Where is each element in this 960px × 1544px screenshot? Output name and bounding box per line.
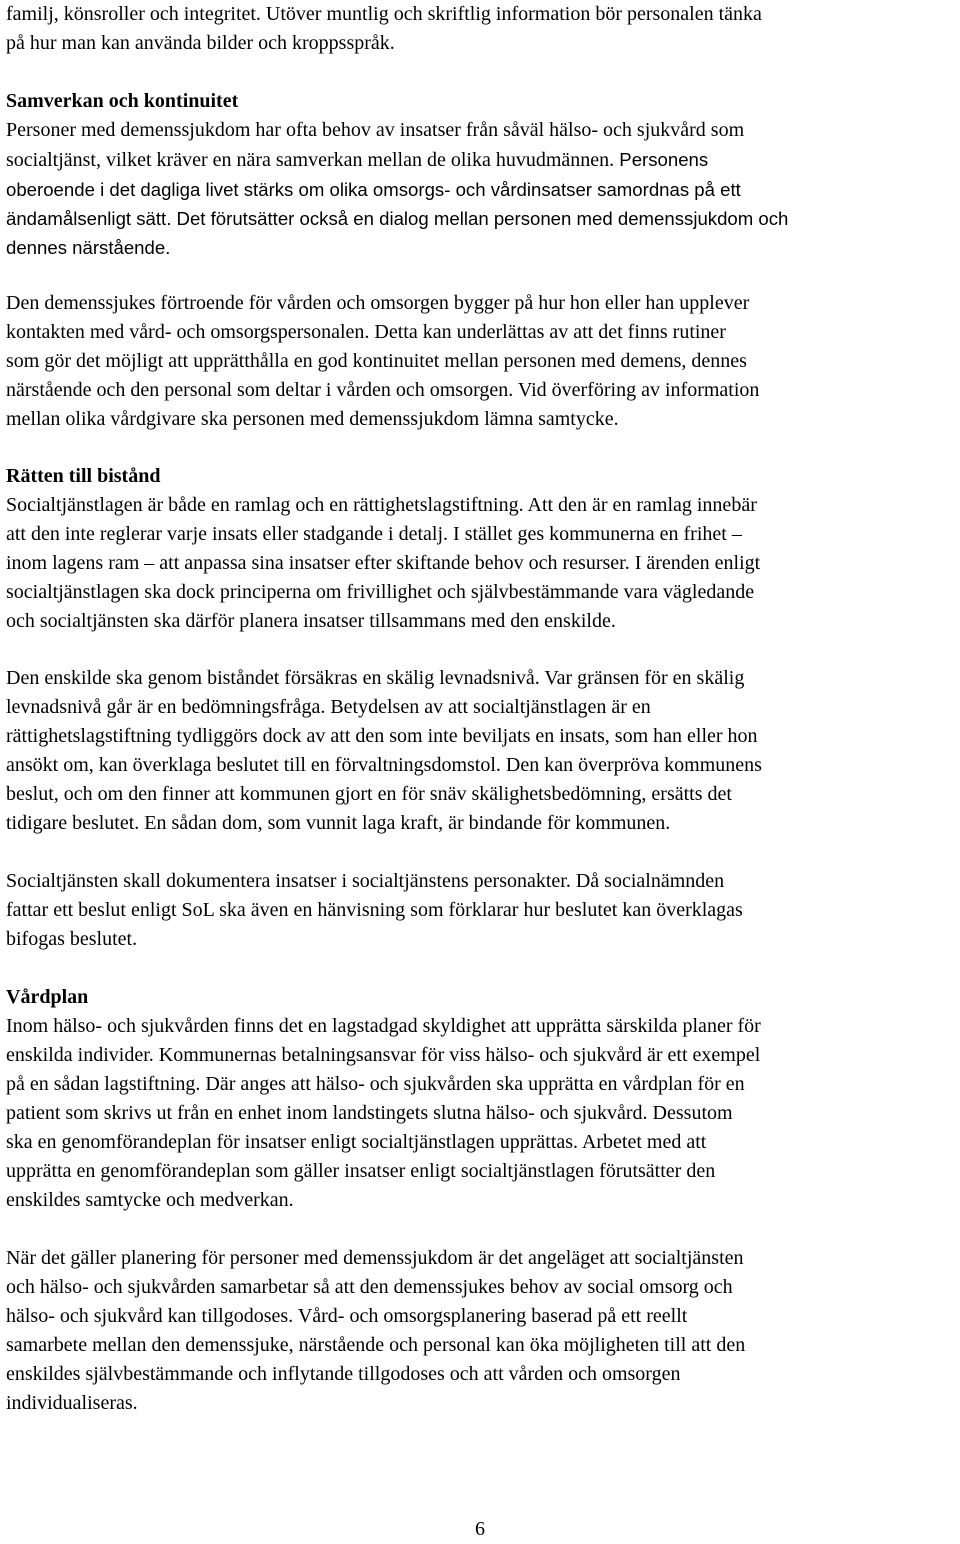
text-line: Socialtjänsten skall dokumentera insatser i socialtjänstens personakter. Då socialnämnden: [6, 870, 725, 892]
text-line: ska en genomförandeplan för insatser enligt socialtjänstlagen upprättas. Arbetet med att: [6, 1131, 707, 1153]
text-line: rättighetslagstiftning tydliggörs dock av att den som inte beviljats en insats, som han eller hon: [6, 725, 758, 747]
paragraph-planering: [6, 1244, 745, 1418]
section-samverkan: [6, 87, 788, 262]
text-line: inom lagens ram – att anpassa sina insatser efter skiftande behov och resurser. I ärenden enligt: [6, 552, 761, 574]
text-line: enskildes självbestämmande och inflytande tillgodoses och att vården och omsorgen: [6, 1363, 681, 1385]
section-heading: Rätten till bistånd: [6, 465, 161, 487]
text-line: bifogas beslutet.: [6, 928, 138, 950]
paragraph-dokumentera: [6, 867, 743, 954]
text-line: oberoende i det dagliga livet stärks om olika omsorgs- och vårdinsatser samordnas på ett: [6, 179, 741, 200]
section-heading: Vårdplan: [6, 986, 89, 1008]
text-line: på en sådan lagstiftning. Där anges att hälso- och sjukvården ska upprätta en vårdplan för en: [6, 1073, 745, 1095]
text-line: enskildes samtycke och medverkan.: [6, 1189, 294, 1211]
text-line: [6, 145, 788, 175]
text-line: hälso- och sjukvård kan tillgodoses. Vård- och omsorgsplanering baserad på ett reellt: [6, 1305, 688, 1327]
text-line: fattar ett beslut enligt SoL ska även en hänvisning som förklarar hur beslutet kan överklagas: [6, 899, 743, 921]
text-line: socialtjänstlagen ska dock principerna om frivillighet och självbestämmande vara vägledande: [6, 581, 755, 603]
text-line: levnadsnivå går är en bedömningsfråga. Betydelsen av att socialtjänstlagen är en: [6, 696, 651, 718]
text-segment: socialtjänst, vilket kräver en nära samverkan mellan de olika huvudmännen.: [6, 149, 615, 171]
text-line: som gör det möjligt att upprätthålla en god kontinuitet mellan personen med demens, dennes: [6, 350, 747, 372]
text-line: När det gäller planering för personer med demenssjukdom är det angeläget att socialtjänsten: [6, 1247, 744, 1269]
text-line: patient som skrivs ut från en enhet inom landstingets slutna hälso- och sjukvård. Dessutom: [6, 1102, 733, 1124]
page-number: 6: [475, 1518, 485, 1540]
text-line: familj, könsroller och integritet. Utöver muntlig och skriftlig information bör personalen tänka: [6, 3, 762, 25]
text-line: beslut, och om den finner att kommunen gjort en för snäv skälighetsbedömning, ersätts det: [6, 783, 732, 805]
text-line: individualiseras.: [6, 1392, 138, 1414]
text-line: att den inte reglerar varje insats eller stadgande i detalj. I stället ges kommunerna en frihet –: [6, 523, 742, 545]
text-line: tidigare beslutet. En sådan dom, som vunnit laga kraft, är bindande för kommunen.: [6, 812, 671, 834]
text-line: ansökt om, kan överklaga beslutet till en förvaltningsdomstol. Den kan överpröva kommunens: [6, 754, 762, 776]
text-line: enskilda individer. Kommunernas betalningsansvar för viss hälso- och sjukvård är ett exempel: [6, 1044, 761, 1066]
text-line: Socialtjänstlagen är både en ramlag och en rättighetslagstiftning. Att den är en ramlag innebär: [6, 494, 757, 516]
text-line: mellan olika vårdgivare ska personen med demenssjukdom lämna samtycke.: [6, 408, 619, 430]
text-line: närstående och den personal som deltar i vården och omsorgen. Vid överföring av information: [6, 379, 760, 401]
section-heading: Samverkan och kontinuitet: [6, 90, 239, 112]
text-line: och hälso- och sjukvården samarbetar så att den demenssjukes behov av social omsorg och: [6, 1276, 733, 1298]
text-line: ändamålsenligt sätt. Det förutsätter också en dialog mellan personen med demenssjukdom och: [6, 208, 789, 229]
text-line: Inom hälso- och sjukvården finns det en lagstadgad skyldighet att upprätta särskilda planer för: [6, 1015, 761, 1037]
text-line: kontakten med vård- och omsorgspersonalen. Detta kan underlättas av att det finns rutiner: [6, 321, 726, 343]
text-line: och socialtjänsten ska därför planera insatser tillsammans med den enskilde.: [6, 610, 616, 632]
text-line: samarbete mellan den demenssjuke, närstående och personal kan öka möjligheten till att den: [6, 1334, 746, 1356]
section-vardplan: [6, 983, 761, 1215]
section-ratten-till-bistand: [6, 462, 760, 636]
text-line: på hur man kan använda bilder och kroppsspråk.: [6, 32, 395, 54]
text-line: dennes närstående.: [6, 237, 171, 258]
text-segment: Personens: [614, 149, 709, 170]
text-line: Personer med demenssjukdom har ofta behov av insatser från såväl hälso- och sjukvård som: [6, 119, 745, 141]
intro-paragraph: [6, 0, 762, 58]
paragraph-fortroende: [6, 289, 759, 434]
text-line: upprätta en genomförandeplan som gäller insatser enligt socialtjänstlagen förutsätter den: [6, 1160, 716, 1182]
text-line: Den demenssjukes förtroende för vården och omsorgen bygger på hur hon eller han upplever: [6, 292, 750, 314]
paragraph-enskilde: [6, 664, 762, 838]
text-line: Den enskilde ska genom biståndet försäkras en skälig levnadsnivå. Var gränsen för en skälig: [6, 667, 745, 689]
